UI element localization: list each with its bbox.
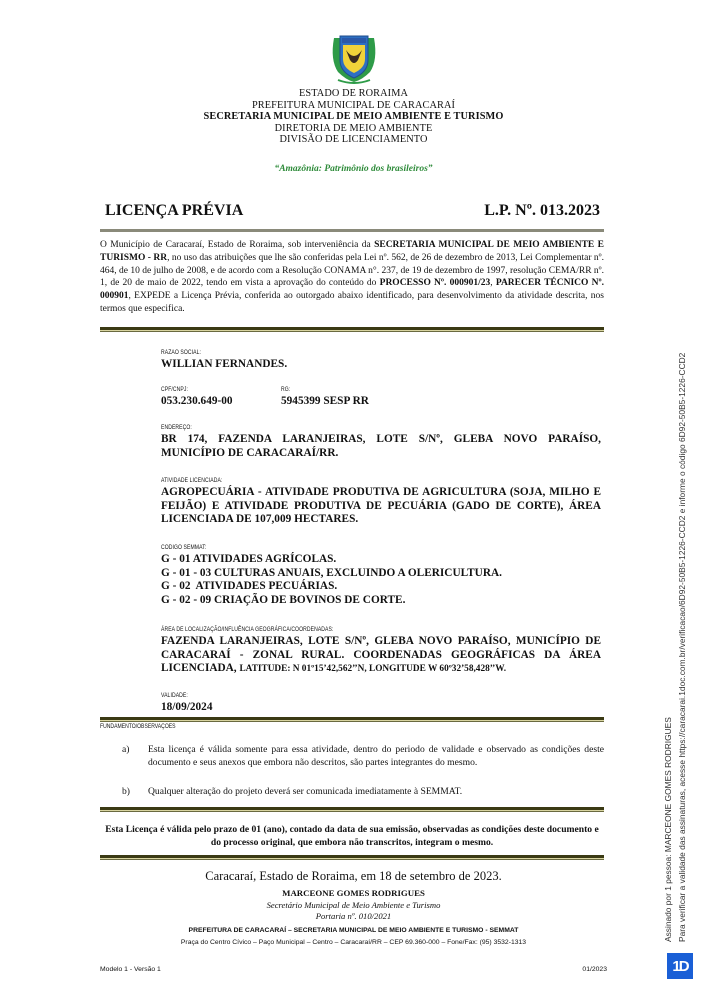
- intro-text: , no uso das atribuições que lhe são conferidas pela Lei nº. 562, de 26 de dezembro de 2013, Lei Complementar nº. 464, de 10 de julho de 2008, e de acordo com a Resolução CONAMA n°. 237, de 19 de dezembro de 1997, resolução CEMA/RR nº. 1, de 20 de maio de 2022, tendo em vista a aprovação do conteúdo do: [100, 252, 604, 289]
- footer-model: Modelo 1 - Versão 1: [100, 966, 161, 973]
- field-value-list: [161, 553, 601, 607]
- field-rg: [281, 386, 369, 409]
- divider: [100, 327, 604, 332]
- divider: [100, 717, 604, 722]
- field-razao-social: [161, 349, 601, 372]
- header-line-state: ESTADO DE RORAIMA: [299, 88, 408, 99]
- document-title: LICENÇA PRÉVIA: [105, 202, 244, 219]
- field-label: VALIDADE:: [161, 692, 188, 699]
- validity-notice: Esta Licença é válida pelo prazo de 01 (ano), contado da data de sua emissão, observadas as condições deste documento e do processo original, que embora não transcritos, integram o mesmo.: [105, 824, 599, 848]
- field-value: 053.230.649-00: [161, 395, 233, 407]
- field-label: RG:: [281, 386, 291, 393]
- field-endereco: [161, 424, 601, 460]
- signature-stamp-verify-link[interactable]: Para verificar a validade das assinaturas, acesse https://caracarai.1doc.com.br/verificacao/6D92-50B5-1226-CCD2 e informe o código 6D92-50B5-1226-CCD2: [677, 352, 687, 942]
- 1doc-logo-icon: 1D: [667, 953, 693, 979]
- area-text: FAZENDA LARANJEIRAS, LOTE S/Nº, GLEBA NOVO PARAÍSO, MUNICÍPIO DE CARACARAÍ - ZONAL RURAL. COORDENADAS GEOGRÁFICAS DA ÁREA LICENCIADA,: [161, 635, 601, 675]
- document-title-row: [105, 202, 600, 220]
- field-value: 5945399 SESP RR: [281, 395, 369, 407]
- intro-text: O Município de Caracaraí, Estado de Roraima, sob interveniência da: [100, 240, 375, 250]
- footer-address: Praça do Centro Cívico – Paço Municipal – Centro – Caracaraí/RR – CEP 69.360-000 – Fone/Fax: (95) 3532-1313: [180, 939, 527, 946]
- field-label: CPF/CNPJ:: [161, 386, 188, 393]
- intro-paragraph: [100, 239, 604, 316]
- observation-item: [122, 744, 604, 770]
- observation-text: Qualquer alteração do projeto deverá ser comunicada imediatamente à SEMMAT.: [148, 786, 463, 797]
- field-label: ENDEREÇO:: [161, 424, 192, 431]
- header-line-secretaria: SECRETARIA MUNICIPAL DE MEIO AMBIENTE E TURISMO: [203, 111, 504, 122]
- motto: “Amazônia: Patrimônio dos brasileiros”: [274, 164, 433, 174]
- divider: [100, 855, 604, 860]
- field-value: AGROPECUÁRIA - ATIVIDADE PRODUTIVA DE AGRICULTURA (SOJA, MILHO E FEIJÃO) E ATIVIDADE PRODUTIVA DE PECUÁRIA (GADO DE CORTE), ÁREA LICENCIADA DE 107,009 HECTARES.: [161, 486, 601, 526]
- codigo-item: G - 01 - 03 CULTURAS ANUAIS, EXCLUINDO A OLERICULTURA.: [161, 566, 502, 579]
- header-line-divisao: DIVISÃO DE LICENCIAMENTO: [279, 134, 428, 145]
- observation-marker: b): [122, 786, 130, 797]
- codigo-item: G - 01 ATIVIDADES AGRÍCOLAS.: [161, 553, 337, 565]
- field-label: CÓDIGO SEMMAT:: [161, 544, 207, 551]
- field-value: [161, 635, 601, 677]
- field-atividade: [161, 477, 601, 527]
- signatory-name: MARCEONE GOMES RODRIGUES: [282, 888, 425, 898]
- observation-item: [122, 786, 604, 799]
- signatory-title: Secretário Municipal de Meio Ambiente e Turismo: [266, 900, 441, 910]
- header-line-prefeitura: PREFEITURA MUNICIPAL DE CARACARAÍ: [251, 99, 456, 111]
- license-number: L.P. Nº. 013.2023: [484, 202, 600, 219]
- intro-parecer: PARECER TÉCNICO Nº. 000901: [100, 278, 604, 302]
- place-and-date: Caracaraí, Estado de Roraima, em 18 de setembro de 2023.: [205, 869, 502, 883]
- coat-of-arms-icon: [328, 30, 380, 85]
- field-cpf: [161, 386, 281, 409]
- codigo-item: G - 02 ATIVIDADES PECUÁRIAS.: [161, 580, 338, 593]
- footer-version: 01/2023: [582, 966, 607, 973]
- divider: [100, 229, 604, 232]
- field-area-localizacao: [161, 626, 601, 677]
- observation-text: Esta licença é válida somente para essa atividade, dentro do periodo de validade e observado as condições deste documento e seus anexos que embora não descritos, são partes integrantes do mesmo.: [148, 744, 604, 768]
- intro-processo: PROCESSO Nº. 000901/23: [379, 278, 491, 289]
- letterhead: [0, 88, 707, 146]
- observation-marker: a): [122, 744, 130, 755]
- field-validade: [161, 692, 601, 715]
- signatory-portaria: Portaria nº. 010/2021: [315, 911, 392, 921]
- field-value: 18/09/2024: [161, 701, 213, 713]
- area-coordinates: LATITUDE: N 01º15’42,562’’N, LONGITUDE W 60º32’58,428’’W.: [239, 664, 507, 675]
- intro-secretaria: SECRETARIA MUNICIPAL DE MEIO AMBIENTE E TURISMO - RR: [100, 240, 604, 263]
- divider: [100, 807, 604, 812]
- signatory-role: [0, 900, 707, 922]
- fundamento-label: FUNDAMENTO/OBSERVAÇÕES: [100, 723, 176, 730]
- field-value: BR 174, FAZENDA LARANJEIRAS, LOTE S/Nº, GLEBA NOVO PARAÍSO, MUNICÍPIO DE CARACARAÍ/RR.: [161, 433, 601, 459]
- field-value: WILLIAN FERNANDES.: [161, 358, 288, 370]
- field-label: ATIVIDADE LICENCIADA:: [161, 477, 223, 484]
- field-label: ÁREA DE LOCALIZAÇÃO/INFLUÊNCIA GEOGRÁFICA/COORDENADAS:: [161, 626, 334, 633]
- field-row-documents: [161, 386, 601, 409]
- signature-stamp-signer: Assinado por 1 pessoa: MARCEONE GOMES RODRIGUES: [663, 717, 673, 942]
- field-codigo-semmat: [161, 544, 601, 607]
- intro-text: ,: [490, 278, 496, 289]
- codigo-item: G - 02 - 09 CRIAÇÃO DE BOVINOS DE CORTE.: [161, 593, 406, 606]
- intro-text: , EXPEDE a Licença Prévia, conferida ao outorgado abaixo identificado, para desenvolvimento da atividade descrita, nos termos que especifica.: [100, 291, 604, 314]
- footer-institution: PREFEITURA DE CARACARAÍ – SECRETARIA MUNICIPAL DE MEIO AMBIENTE E TURISMO - SEMMAT: [188, 927, 519, 934]
- header-line-diretoria: DIRETORIA DE MEIO AMBIENTE: [274, 122, 433, 134]
- field-label: RAZÃO SOCIAL:: [161, 349, 201, 356]
